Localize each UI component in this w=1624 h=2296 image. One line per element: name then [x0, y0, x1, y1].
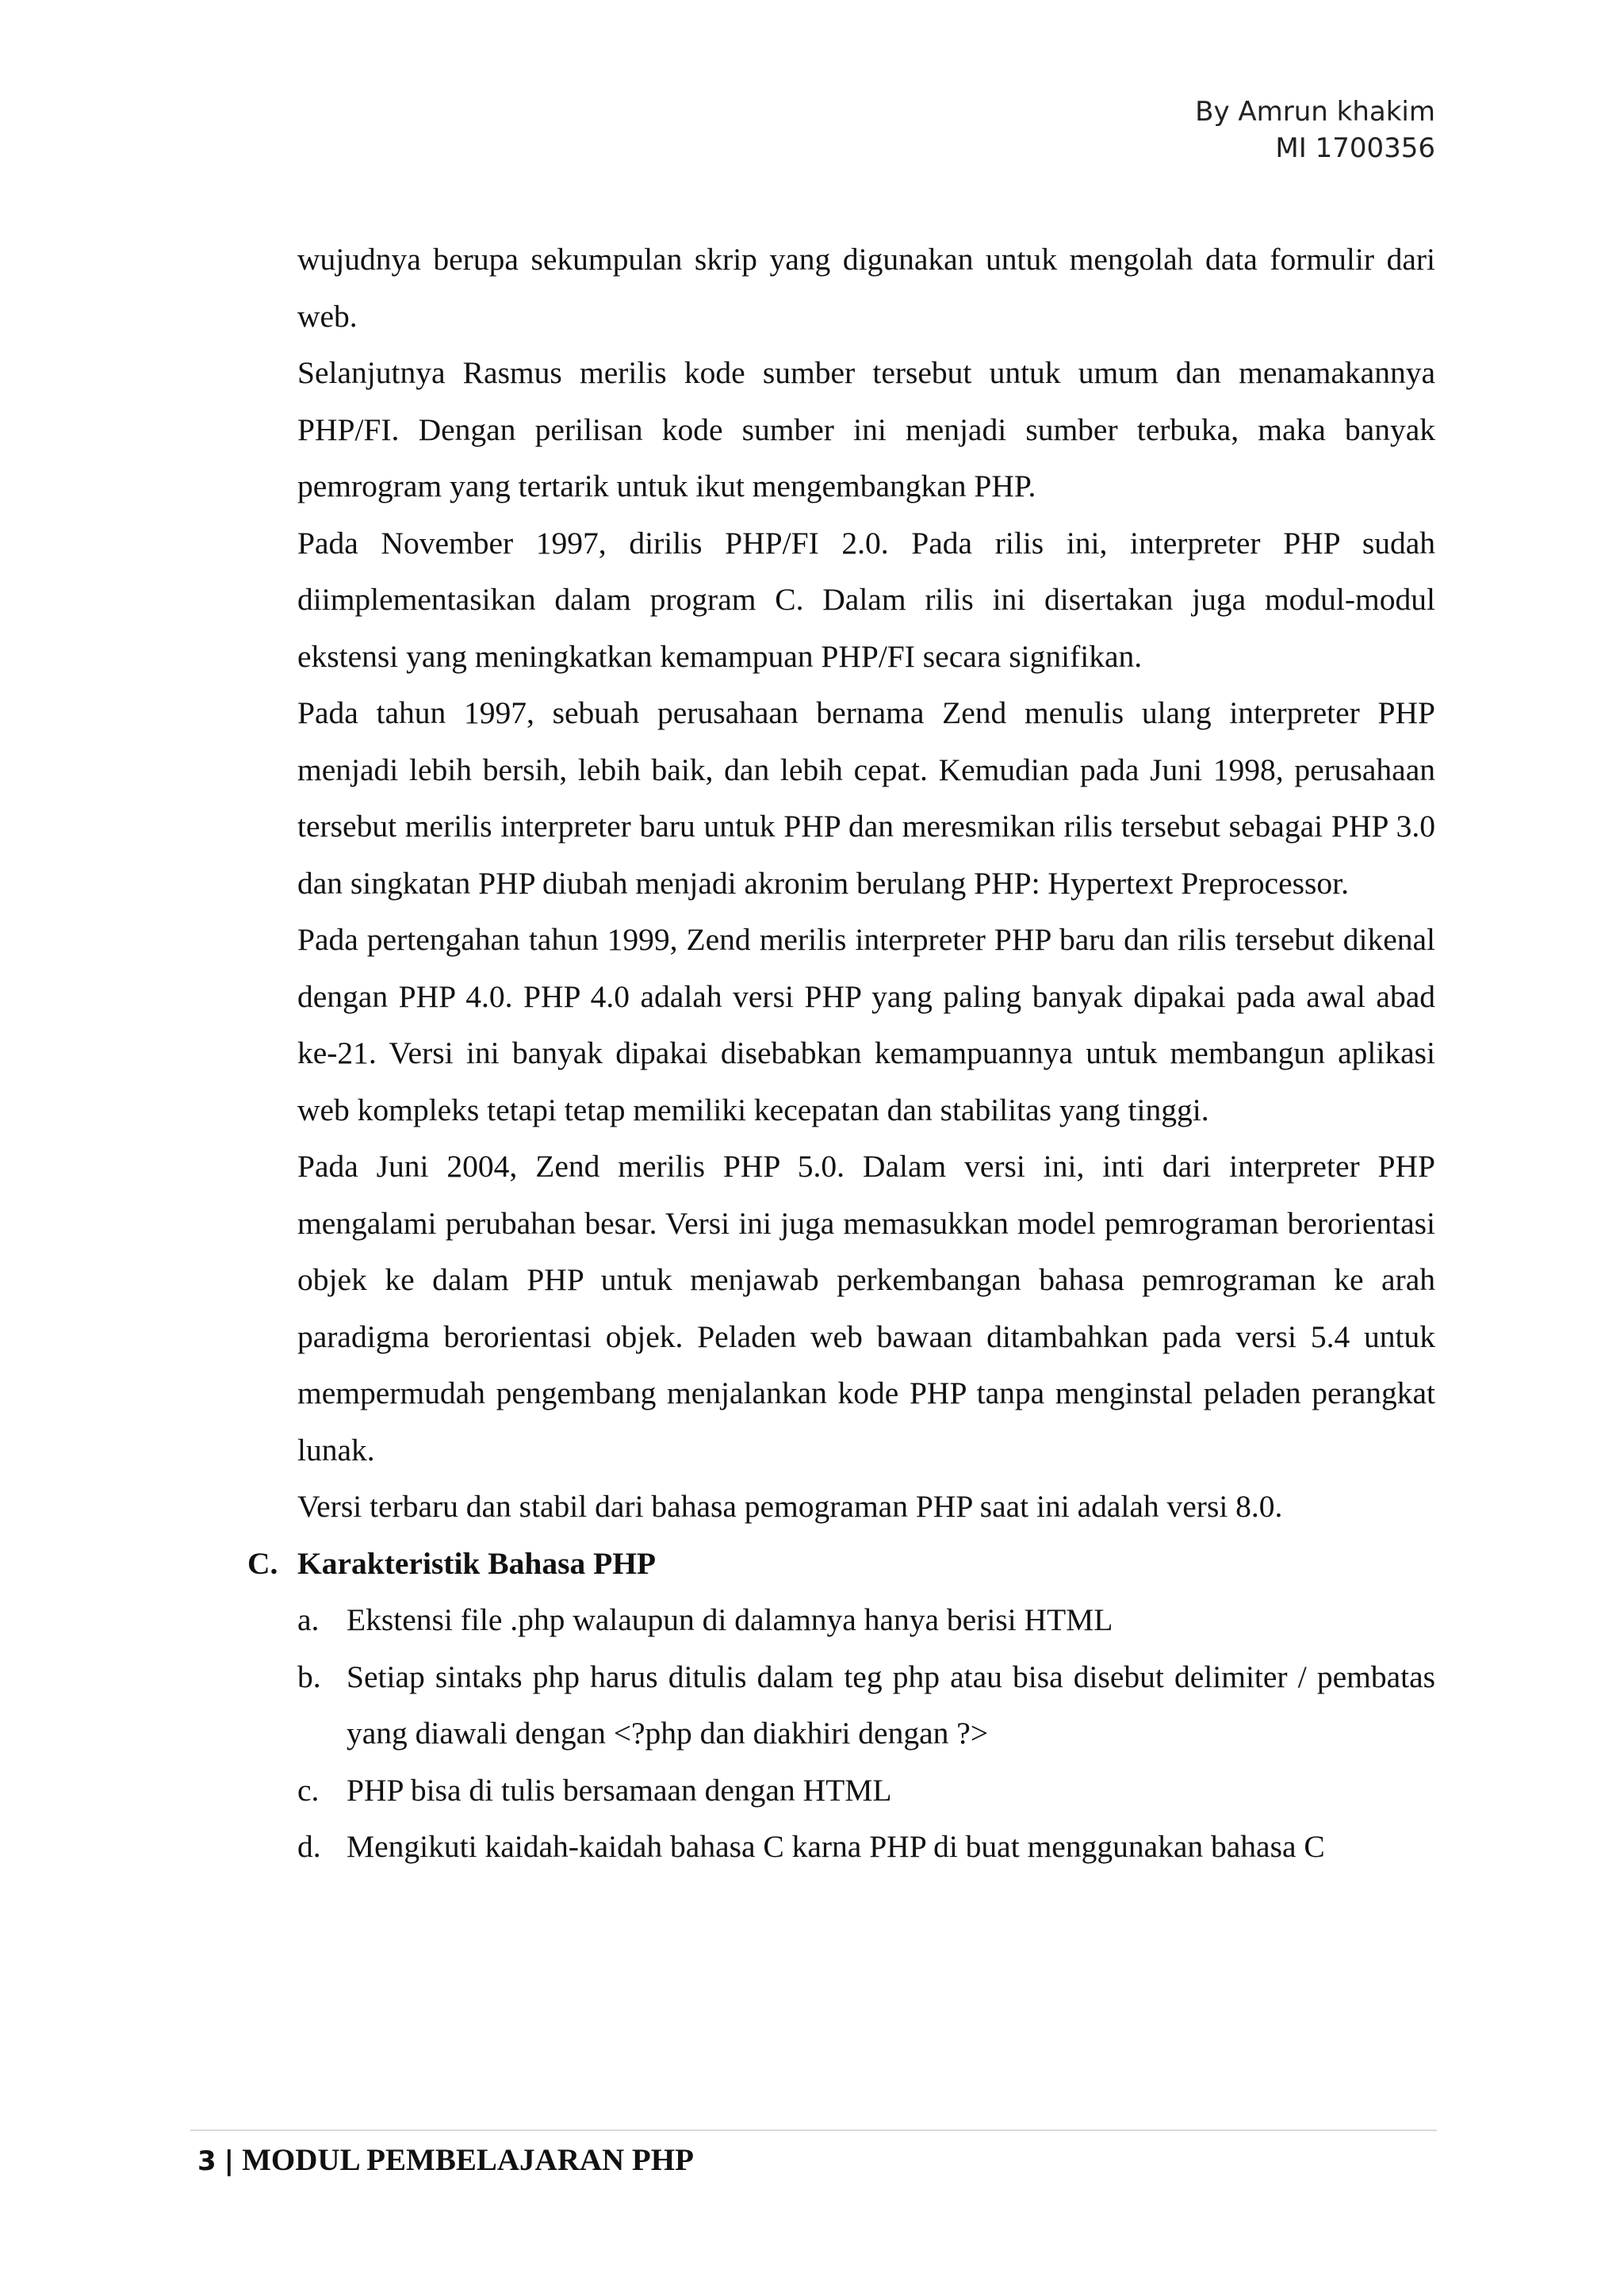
- characteristics-list: [297, 1592, 1435, 1876]
- paragraph-php-3: Pada tahun 1997, sebuah perusahaan bernama Zend menulis ulang interpreter PHP menjadi lebih bersih, lebih baik, dan lebih cepat. Kemudian pada Juni 1998, perusahaan tersebut merilis interpreter baru untuk PHP dan meresmikan rilis tersebut sebagai PHP 3.0 dan singkatan PHP diubah menjadi akronim berulang PHP: Hypertext Preprocessor.: [297, 695, 1435, 901]
- list-item-text: PHP bisa di tulis bersamaan dengan HTML: [347, 1772, 892, 1808]
- list-item: [297, 1592, 1435, 1649]
- page-footer: [197, 2139, 694, 2183]
- header-author: By Amrun khakim: [1195, 96, 1435, 128]
- footer-title: MODUL PEMBELAJARAN PHP: [242, 2143, 694, 2177]
- paragraph-php-5: Pada Juni 2004, Zend merilis PHP 5.0. Dalam versi ini, inti dari interpreter PHP mengalami perubahan besar. Versi ini juga memasukkan model pemrograman berorientasi objek ke dalam PHP untuk menjawab perkembangan bahasa pemrograman ke arah paradigma berorientasi objek. Peladen web bawaan ditambahkan pada versi 5.4 untuk mempermudah pengembang menjalankan kode PHP tanpa menginstal peladen perangkat lunak.: [297, 1149, 1435, 1468]
- list-item: [297, 1819, 1435, 1876]
- list-marker: d.: [297, 1829, 321, 1864]
- list-item: [297, 1762, 1435, 1820]
- paragraph-php-fi-2: Pada November 1997, dirilis PHP/FI 2.0. Pada rilis ini, interpreter PHP sudah diimplementasikan dalam program C. Dalam rilis ini disertakan juga modul-modul ekstensi yang meningkatkan kemampuan PHP/FI secara signifikan.: [297, 525, 1435, 674]
- list-marker: b.: [297, 1659, 321, 1694]
- list-item-text: Setiap sintaks php harus ditulis dalam teg php atau bisa disebut delimiter / pembatas yang diawali dengan <?php dan diakhiri dengan ?>: [347, 1659, 1435, 1751]
- paragraph-php-fi: Selanjutnya Rasmus merilis kode sumber tersebut untuk umum dan menamakannya PHP/FI. Dengan perilisan kode sumber ini menjadi sumber terbuka, maka banyak pemrogram yang tertarik untuk ikut mengembangkan PHP.: [297, 355, 1435, 503]
- list-item-text: Mengikuti kaidah-kaidah bahasa C karna PHP di buat menggunakan bahasa C: [347, 1829, 1325, 1864]
- paragraph-intro: wujudnya berupa sekumpulan skrip yang digunakan untuk mengolah data formulir dari web.: [297, 242, 1435, 334]
- document-body: [247, 232, 1435, 1876]
- section-letter: C.: [247, 1545, 278, 1581]
- footer-divider: [190, 2130, 1437, 2131]
- section-title: Karakteristik Bahasa PHP: [297, 1545, 657, 1581]
- list-item-text: Ekstensi file .php walaupun di dalamnya hanya berisi HTML: [347, 1602, 1113, 1637]
- paragraph-php-4: Pada pertengahan tahun 1999, Zend merilis interpreter PHP baru dan rilis tersebut dikenal dengan PHP 4.0. PHP 4.0 adalah versi PHP yang paling banyak dipakai pada awal abad ke-21. Versi ini banyak dipakai disebabkan kemampuannya untuk membangun aplikasi web kompleks tetapi tetap memiliki kecepatan dan stabilitas yang tinggi.: [297, 922, 1435, 1127]
- footer-page-number: 3: [197, 2145, 216, 2177]
- section-heading: [247, 1536, 1435, 1593]
- footer-separator: |: [224, 2145, 235, 2177]
- page-header: [1195, 94, 1435, 166]
- header-student-id: MI 1700356: [1275, 132, 1435, 164]
- list-item: [297, 1649, 1435, 1762]
- paragraph-latest-version: Versi terbaru dan stabil dari bahasa pemograman PHP saat ini adalah versi 8.0.: [297, 1489, 1283, 1524]
- list-marker: a.: [297, 1602, 320, 1637]
- list-marker: c.: [297, 1772, 320, 1808]
